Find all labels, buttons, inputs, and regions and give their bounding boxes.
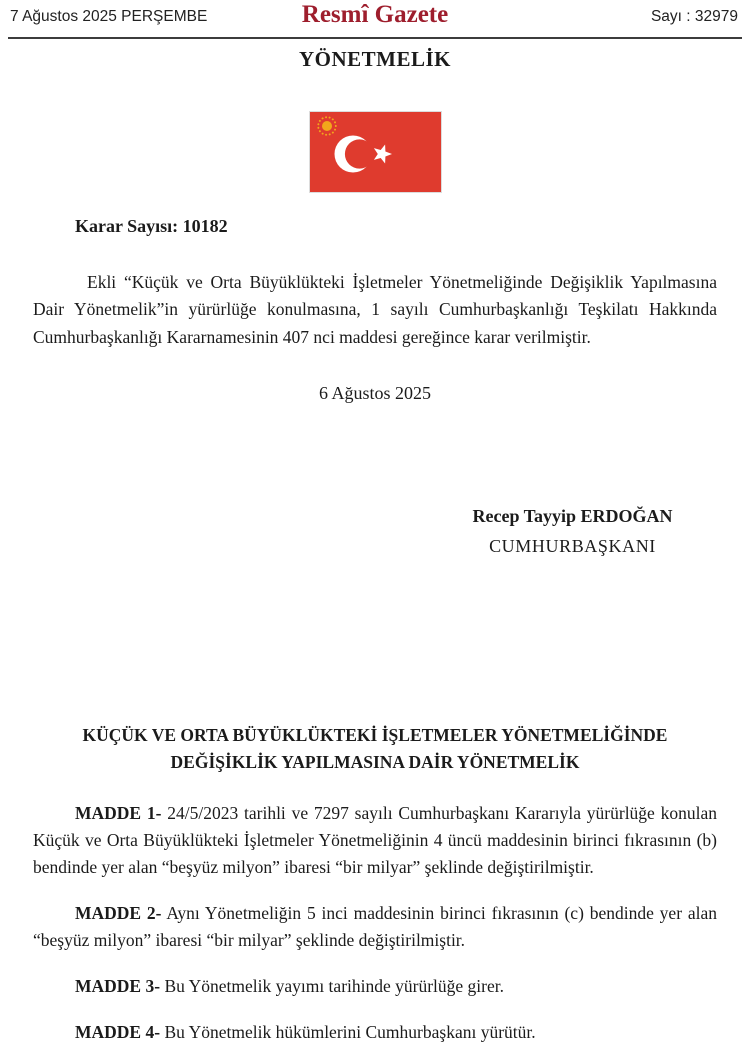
gazette-date: 7 Ağustos 2025 PERŞEMBE	[10, 8, 208, 25]
turkish-flag-icon	[310, 112, 441, 192]
article-1-text: 24/5/2023 tarihli ve 7297 sayılı Cumhurbaşkanı Kararıyla yürürlüğe konulan Küçük ve Orta Büyüklükteki İşletmeler Yönetmeliğinin 4 üncü maddesinin birinci fıkrasının (b) bendinde yer alan “beşyüz milyon” ibaresi “bir milyar” şeklinde değiştirilmiştir.	[33, 803, 717, 877]
decree-date: 6 Ağustos 2025	[318, 383, 432, 403]
article-1	[33, 800, 717, 881]
article-4	[33, 1019, 717, 1046]
regulation-title-line1: KÜÇÜK VE ORTA BÜYÜKLÜKTEKİ İŞLETMELER YÖNETMELİĞİNDE	[82, 725, 668, 745]
document-type-heading: YÖNETMELİK	[298, 47, 452, 71]
article-3-text: Bu Yönetmelik yayımı tarihinde yürürlüğe girer.	[164, 976, 504, 996]
president-name: Recep Tayyip ERDOĞAN	[472, 506, 673, 526]
gazette-issue-number: Sayı : 32979	[650, 8, 738, 25]
regulation-title	[0, 722, 750, 776]
gazette-masthead: Resmî Gazete	[301, 1, 449, 28]
article-2-text: Aynı Yönetmeliğin 5 inci maddesinin birinci fıkrasının (c) bendinde yer alan “beşyüz milyon” ibaresi “bir milyar” şeklinde değiştirilmiştir.	[33, 903, 717, 950]
article-3-label: MADDE 3-	[75, 976, 161, 996]
header-divider	[8, 37, 742, 39]
regulation-title-line2: DEĞİŞİKLİK YAPILMASINA DAİR YÖNETMELİK	[170, 752, 580, 772]
article-4-label: MADDE 4-	[75, 1022, 161, 1042]
article-1-label: MADDE 1-	[75, 803, 162, 823]
decree-number: Karar Sayısı: 10182	[75, 216, 228, 236]
turkish-flag-image	[309, 111, 442, 193]
president-title: CUMHURBAŞKANI	[489, 536, 656, 556]
decree-paragraph: Ekli “Küçük ve Orta Büyüklükteki İşletmeler Yönetmeliğinde Değişiklik Yapılmasına Dair Yönetmelik”in yürürlüğe konulmasına, 1 sayılı Cumhurbaşkanlığı Teşkilatı Hakkında Cumhurbaşkanlığı Kararnamesinin 407 nci maddesi gereğince karar verilmiştir.	[33, 271, 717, 347]
articles-section	[33, 800, 717, 1060]
article-3	[33, 973, 717, 1000]
article-2	[33, 900, 717, 954]
article-4-text: Bu Yönetmelik hükümlerini Cumhurbaşkanı yürütür.	[164, 1022, 536, 1042]
article-2-label: MADDE 2-	[75, 903, 162, 923]
signature-block	[425, 503, 720, 560]
